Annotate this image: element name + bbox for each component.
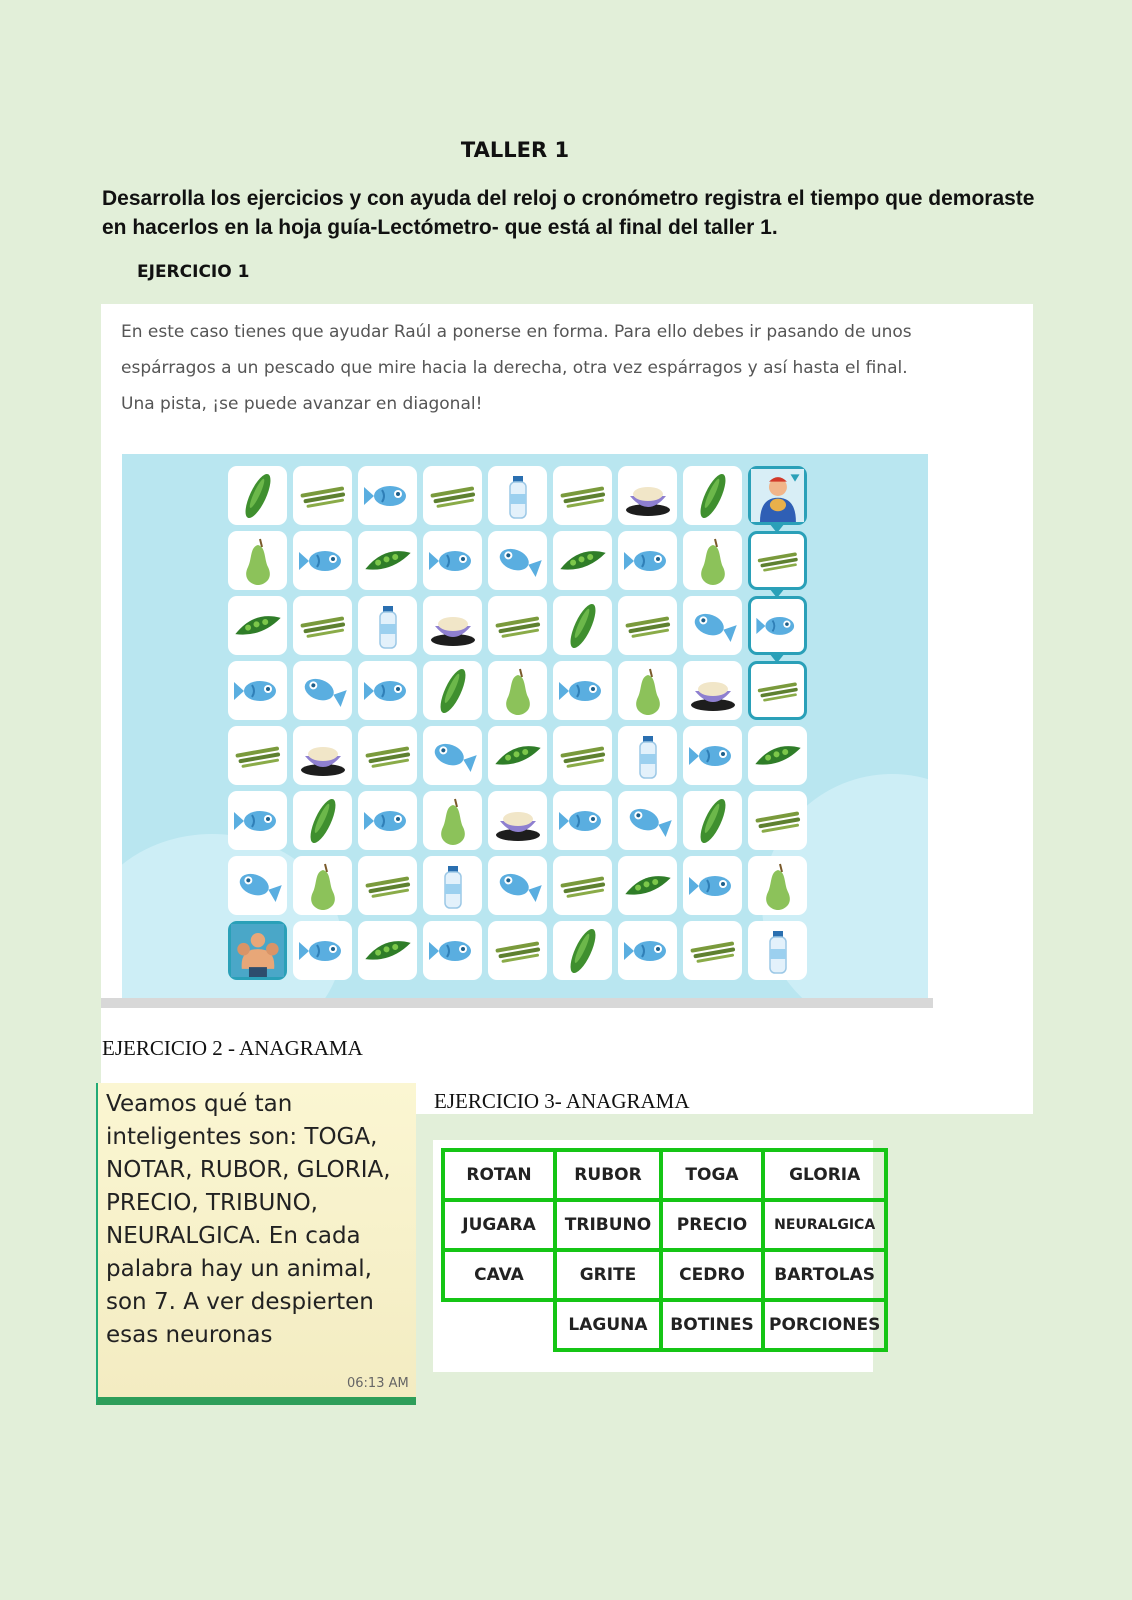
fish-right-icon[interactable] [553,661,612,720]
cucumber-icon[interactable] [683,466,742,525]
asparagus-icon[interactable] [748,791,807,850]
cucumber-icon[interactable] [423,661,482,720]
asparagus-icon[interactable] [488,596,547,655]
asparagus-icon[interactable] [553,856,612,915]
fish-right-icon[interactable] [358,791,417,850]
fish-right-icon[interactable] [618,921,677,980]
table-cell: CEDRO [661,1250,763,1300]
table-cell: GLORIA [763,1150,886,1200]
bowl-icon[interactable] [423,596,482,655]
table-cell: TOGA [661,1150,763,1200]
cucumber-icon[interactable] [293,791,352,850]
pear-icon[interactable] [683,531,742,590]
peas-icon[interactable] [228,596,287,655]
fish-right-icon[interactable] [748,596,807,655]
pear-icon[interactable] [423,791,482,850]
table-cell: PORCIONES [763,1300,886,1350]
peas-icon[interactable] [358,921,417,980]
pear-icon[interactable] [488,661,547,720]
anagram-table [441,1148,888,1352]
table-cell: PRECIO [661,1200,763,1250]
bottle-icon[interactable] [423,856,482,915]
bottle-icon[interactable] [618,726,677,785]
table-cell: LAGUNA [555,1300,661,1350]
bottle-icon[interactable] [358,596,417,655]
fish-right-icon[interactable] [293,921,352,980]
asparagus-icon[interactable] [553,466,612,525]
table-cell: TRIBUNO [555,1200,661,1250]
path-arrow-icon [769,523,785,533]
fish-left-icon[interactable] [618,791,677,850]
fish-right-icon[interactable] [553,791,612,850]
table-cell-empty [443,1300,555,1350]
bottle-icon[interactable] [748,921,807,980]
fish-left-icon[interactable] [423,726,482,785]
fish-right-icon[interactable] [423,531,482,590]
peas-icon[interactable] [488,726,547,785]
maze-game-board [122,454,928,998]
peas-icon[interactable] [748,726,807,785]
man-icon[interactable] [748,466,807,525]
asparagus-icon[interactable] [748,661,807,720]
cucumber-icon[interactable] [553,921,612,980]
fish-left-icon[interactable] [488,856,547,915]
bowl-icon[interactable] [618,466,677,525]
bowl-icon[interactable] [293,726,352,785]
fish-right-icon[interactable] [358,661,417,720]
asparagus-icon[interactable] [553,726,612,785]
fish-right-icon[interactable] [228,661,287,720]
fish-right-icon[interactable] [358,466,417,525]
fish-right-icon[interactable] [683,856,742,915]
chat-message-time: 06:13 AM [347,1376,409,1391]
table-cell: NEURALGICA [763,1200,886,1250]
table-cell: CAVA [443,1250,555,1300]
asparagus-icon[interactable] [618,596,677,655]
ejercicio-3-heading: EJERCICIO 3- ANAGRAMA [434,1089,690,1113]
asparagus-icon[interactable] [488,921,547,980]
fish-left-icon[interactable] [293,661,352,720]
pear-icon[interactable] [228,531,287,590]
strongman-icon[interactable] [228,921,287,980]
bowl-icon[interactable] [488,791,547,850]
pear-icon[interactable] [293,856,352,915]
table-cell: GRITE [555,1250,661,1300]
fish-right-icon[interactable] [618,531,677,590]
cucumber-icon[interactable] [683,791,742,850]
game-shadow [101,998,933,1008]
table-cell: ROTAN [443,1150,555,1200]
path-arrow-icon [769,588,785,598]
chat-message-text: Veamos qué tan inteligentes son: TOGA, NOTAR, RUBOR, GLORIA, PRECIO, TRIBUNO, NEURALGICA. En cada palabra hay un animal, son 7. A ver despierten esas neuronas [106,1091,391,1348]
table-cell: BOTINES [661,1300,763,1350]
peas-icon[interactable] [358,531,417,590]
pear-icon[interactable] [618,661,677,720]
ejercicio-1-description: En este caso tienes que ayudar Raúl a ponerse en forma. Para ello debes ir pasando de unos espárragos a un pescado que mire hacia la derecha, otra vez espárragos y así hasta el final. Una pista, ¡se puede avanzar en diagonal! [121,322,912,414]
peas-icon[interactable] [618,856,677,915]
fish-right-icon[interactable] [683,726,742,785]
fish-left-icon[interactable] [228,856,287,915]
pear-icon[interactable] [748,856,807,915]
ejercicio-2-heading: EJERCICIO 2 - ANAGRAMA [102,1036,363,1060]
intro-instructions: Desarrolla los ejercicios y con ayuda del reloj o cronómetro registra el tiempo que demoraste en hacerlos en la hoja guía-Lectómetro- que está al final del taller 1. [102,187,1035,239]
fish-right-icon[interactable] [293,531,352,590]
peas-icon[interactable] [553,531,612,590]
cucumber-icon[interactable] [553,596,612,655]
fish-left-icon[interactable] [488,531,547,590]
bottle-icon[interactable] [488,466,547,525]
cucumber-icon[interactable] [228,466,287,525]
asparagus-icon[interactable] [358,726,417,785]
asparagus-icon[interactable] [293,596,352,655]
bowl-icon[interactable] [683,661,742,720]
fish-right-icon[interactable] [228,791,287,850]
fish-left-icon[interactable] [683,596,742,655]
ejercicio-1-heading: EJERCICIO 1 [137,262,250,282]
asparagus-icon[interactable] [683,921,742,980]
path-arrow-icon [769,653,785,663]
table-cell: JUGARA [443,1200,555,1250]
table-cell: RUBOR [555,1150,661,1200]
asparagus-icon[interactable] [228,726,287,785]
fish-right-icon[interactable] [423,921,482,980]
asparagus-icon[interactable] [423,466,482,525]
asparagus-icon[interactable] [293,466,352,525]
asparagus-icon[interactable] [748,531,807,590]
asparagus-icon[interactable] [358,856,417,915]
table-cell: BARTOLAS [763,1250,886,1300]
page-title: TALLER 1 [460,138,570,162]
